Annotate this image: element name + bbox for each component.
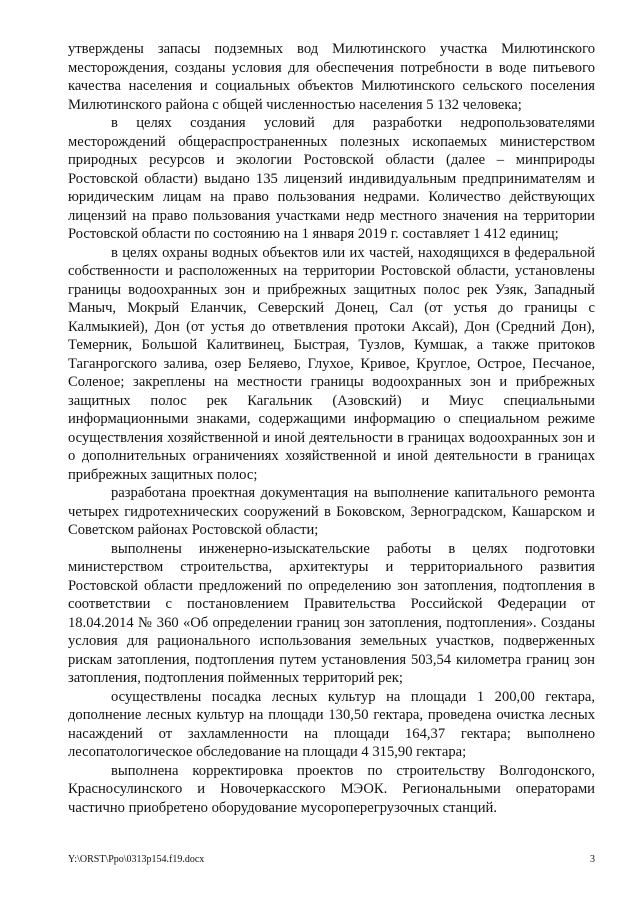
footer-page-number: 3: [590, 854, 595, 865]
paragraph-groundwater-reserves: утверждены запасы подземных вод Милютинского участка Милютинского месторождения, созданы условия для обеспечения потребности в воде питьевого качества населения и социальных объектов Милютинского сельского поселения Милютинского района с общей численностью населения 5 132 человека;: [68, 41, 595, 113]
paragraph-subsoil-licenses: в целях создания условий для разработки недропользователями месторождений общераспространенных полезных ископаемых министерством природных ресурсов и экологии Ростовской области (далее – минприроды Ростовской области) выдано 135 лицензий индивидуальным предпринимателям и юридическим лицам на право пользования недрами. Количество действующих лицензий на право пользования участками недр местного значения на территории Ростовской области по состоянию на 1 января 2019 г. составляет 1 412 единиц;: [68, 115, 595, 242]
paragraph-forestry: осуществлены посадка лесных культур на площади 1 200,00 гектара, дополнение лесных культур на площади 130,50 гектара, проведена очистка лесных насаждений от захламленности на площади 164,37 гектара; выполнено лесопатологическое обследование на площади 4 315,90 гектара;: [68, 688, 595, 760]
footer-file-path: Y:\ORST\Ppo\0313p154.f19.docx: [68, 854, 205, 865]
paragraph-hydraulic-structures: разработана проектная документация на выполнение капитального ремонта четырех гидротехнических сооружений в Боковском, Зерноградском, Кашарском и Советском районах Ростовской области;: [68, 485, 595, 538]
document-body: [68, 40, 595, 817]
paragraph-water-protection-zones: в целях охраны водных объектов или их частей, находящихся в федеральной собственности и расположенных на территории Ростовской области, установлены границы водоохранных зон и прибрежных защитных полос рек Узяк, Западный Маныч, Мокрый Еланчик, Северский Донец, Сал (от устья до границы с Калмыкией), Дон (от устья до ответвления протоки Аксай), Дон (Средний Дон), Темерник, Большой Калитвинец, Быстрая, Тузлов, Кумшак, а также притоков Таганрогского залива, озер Беляево, Глухое, Кривое, Круглое, Острое, Песчаное, Соленое; закреплены на местности границы водоохранных зон и прибрежных защитных полос рек Кагальник (Азовский) и Миус специальными информационными знаками, содержащими информацию о специальном режиме осуществления хозяйственной и иной деятельности в границах водоохранных зон и о дополнительных ограничениях хозяйственной и иной деятельности в границах прибрежных защитных полос;: [68, 244, 595, 483]
paragraph-waste-complexes: выполнена корректировка проектов по строительству Волгодонского, Красносулинского и Новочеркасского МЭОК. Региональными операторами частично приобретено оборудование мусороперегрузочных станций.: [68, 762, 595, 816]
paragraph-flood-zones: выполнены инженерно-изыскательские работы в целях подготовки министерством строительства, архитектуры и территориального развития Ростовской области предложений по определению зон затопления, подтопления в соответствии с постановлением Правительства Российской Федерации от 18.04.2014 № 360 «Об определении границ зон затопления, подтопления». Созданы условия для рационального использования земельных участков, подверженных рискам затопления, подтопления путем установления 503,54 километра границ зон затопления, подтопления пойменных территорий рек;: [68, 540, 595, 686]
